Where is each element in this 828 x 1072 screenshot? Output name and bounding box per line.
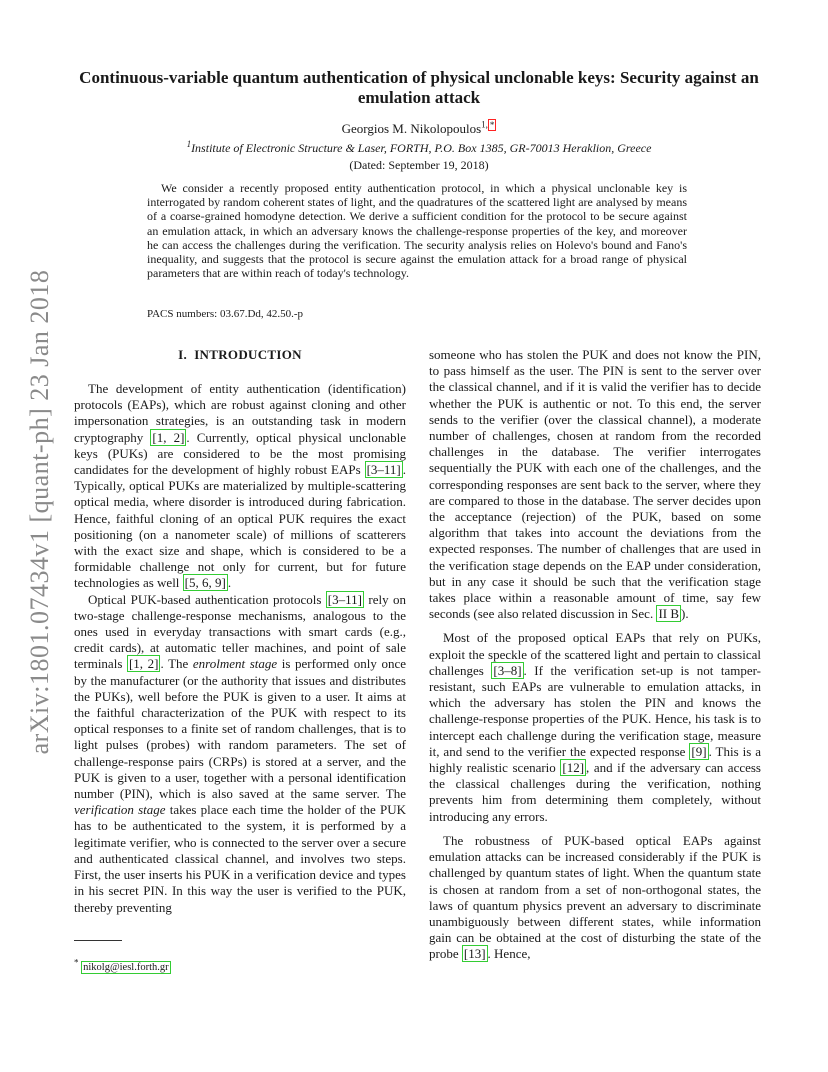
citation-link[interactable]: [5, 6, 9] (184, 575, 226, 591)
section-title: INTRODUCTION (194, 347, 302, 362)
citation-link[interactable]: [12] (562, 760, 585, 776)
term-enrolment-stage: enrolment stage (192, 656, 278, 672)
citation-link[interactable]: [3–11] (327, 591, 362, 607)
citation-link[interactable]: [3–8] (493, 662, 522, 678)
footnote-rule (74, 940, 122, 941)
abstract: We consider a recently proposed entity authentication protocol, in which a physical unclonable key is interrogated by random coherent states of light, and the quadratures of the scattered light are analysed by means of a coarse-grained homodyne detection. We derive a sufficient condition for the protocol to be secure against an emulation attack, in which an adversary knows the challenge-response properties of the key, and moreover he can access the challenges during the verification. The security analysis relies on Holevo's bound and Fano's inequality, and suggests that the protocol is secure against the emulation attack for a broad range of physical parameters that are within reach of today's technology. (147, 181, 687, 281)
citation-link[interactable]: [13] (463, 946, 486, 962)
paper-title: Continuous-variable quantum authentication of physical unclonable keys: Security against an emulation attack (79, 68, 759, 107)
paragraph-intro-1: The development of entity authentication (identification) protocols (EAPs), which are robust against cloning and other impersonation strategies, is an outstanding task in modern cryptography [1, 2] . Currently, optical physical unclonable keys (PUKs) are considered to be the most promising candidates for the development of highly robust EAPs [3–11] . Typically, optical PUKs are materialized by multiple-scattering optical media, where disorder is introduced during fabrication. Hence, faithful cloning of an optical PUK requires the exact positioning (on a nanometer scale) of millions of scatterers with the exact size and shape, which is considered to be a formidable challenge not only for current, but for future technologies as well [5, 6, 9] . (74, 381, 406, 591)
paragraph-intro-2: Optical PUK-based authentication protocols [3–11] rely on two-stage challenge-response mechanisms, analogous to the ones used in everyday transactions with smart cards (e.g., credit cards), at automatic teller machines, and point of sale terminals [1, 2] . The enrolment stage is performed only once by the manufacturer (or the authority that issues and distributes the PUKs), well before the PUK is given to a user. It aims at the faithful characterization of the PUK with respect to its optical responses to a finite set of random challenges, that is to light pulses (probes) with random parameters. The set of challenge-response pairs (CRPs) is stored at a server, and the PUK is given to a user, together with a personal identification number (PIN), which is also saved at the same server. The verification stage takes place each time the holder of the PUK has to be authenticated to the system, it is performed by a legitimate verifier, who is connected to the server over a secure and authenticated classical channel, and involves two steps. First, the user inserts his PUK in a verification device and types in his secret PIN. In this way the user is verified to the PUK, thereby preventing (74, 591, 406, 915)
author-sup: 1, * (481, 119, 495, 130)
affiliation-sup: 1 (186, 139, 192, 149)
paragraph-intro-3: someone who has stolen the PUK and does not know the PIN, to pass himself as the user. The PIN is sent to the server over the classical channel, and if it is valid the verifier has to decide whether the PUK is authentic or not. To this end, the server sends to the verifier (over the classical channel), a moderate number of challenges, chosen at random from the recorded challenges in the database. The verifier interrogates sequentially the PUK with each one of the challenges, and the corresponding responses are sent back to the server, where they are compared to those in the database. The server decides upon the acceptance (rejection) of the PUK, based on some algorithm that takes into account the deviations from the expected responses. The number of challenges that are used in the verification stage depends on the EAP under consideration, but in any case it should be such that the verification stage takes place within a reasonable amount of time, say few seconds (see also related discussion in Sec. II B ). (429, 347, 761, 622)
paragraph-intro-5: The robustness of PUK-based optical EAPs against emulation attacks can be increased considerably if the PUK is challenged by quantum states of light. When the quantum state is chosen at random from a set of non-orthogonal states, the laws of quantum physics prevent an adversary to discriminate unambiguously between different states, while information gain can be obtained at the cost of disturbing the state of the probe [13] . Hence, (429, 832, 761, 962)
email-link[interactable]: nikolg@iesl.forth.gr (83, 962, 169, 973)
citation-link[interactable]: [1, 2] (128, 656, 159, 672)
citation-link[interactable]: [3–11] (366, 462, 401, 478)
section-number: I. (178, 347, 188, 362)
date-line: (Dated: September 19, 2018) (349, 158, 489, 172)
section-heading (74, 347, 406, 363)
paragraph-intro-4: Most of the proposed optical EAPs that rely on PUKs, exploit the speckle of the scattered light and pertain to classical challenges [3–8] . If the verification set-up is not tamper-resistant, such EAPs are vulnerable to emulation attacks, in which the adversary has stolen the PIN and knows the challenge-response properties of the PUK. Hence, his task is to intercept each challenge during the verification stage, measure it, and send to the verifier the expected response [9] . This is a highly realistic scenario [12] , and if the adversary can access the classical challenges during the verification, nothing prevents him from determining them completely, without introducing any errors. (429, 630, 761, 824)
pacs-numbers: PACS numbers: 03.67.Dd, 42.50.-p (147, 308, 304, 320)
paper-header (74, 68, 764, 173)
arxiv-stamp: arXiv:1801.07434v1 [quant-ph] 23 Jan 2018 (25, 269, 54, 755)
citation-link[interactable]: [1, 2] (152, 429, 185, 445)
left-column (74, 347, 406, 916)
footnote-mark: * (74, 957, 79, 968)
right-column (429, 347, 761, 963)
term-verification-stage: verification stage (74, 802, 166, 818)
citation-link[interactable]: [9] (691, 743, 707, 759)
author-line (74, 121, 764, 137)
affiliation (74, 141, 764, 156)
author-name: Georgios M. Nikolopoulos (341, 121, 482, 136)
affiliation-text: Institute of Electronic Structure & Laser, FORTH, P.O. Box 1385, GR-70013 Heraklion, Greece (191, 141, 652, 155)
section-ref-link[interactable]: II B (658, 606, 680, 622)
author-note-link[interactable]: * (489, 119, 495, 130)
footnote (74, 957, 171, 973)
